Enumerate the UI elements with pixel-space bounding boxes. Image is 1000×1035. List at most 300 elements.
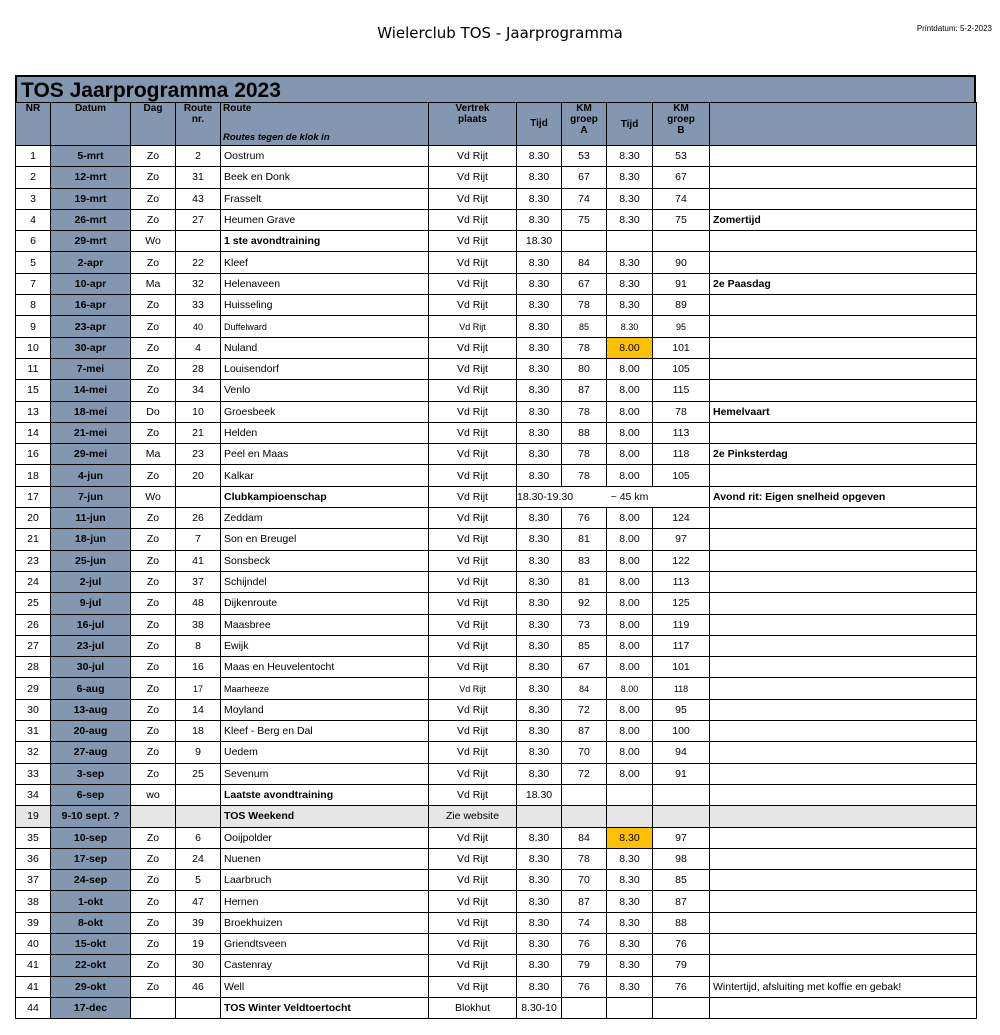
cell-vertrek: Vd Rijt	[429, 635, 517, 656]
cell-datum: 29-okt	[51, 976, 131, 997]
cell-tijd-b: 8.00	[607, 657, 653, 678]
cell-dag	[131, 997, 176, 1018]
cell-dag: Zo	[131, 188, 176, 209]
table-row	[16, 976, 977, 997]
cell-nr: 39	[16, 912, 51, 933]
cell-tijd-a: 8.30	[517, 699, 562, 720]
cell-tijd-a: 8.30	[517, 635, 562, 656]
cell-route-nr: 7	[176, 529, 221, 550]
cell-dag: Zo	[131, 657, 176, 678]
cell-tijd-a: 8.30	[517, 167, 562, 188]
cell-route-nr: 23	[176, 444, 221, 465]
cell-datum: 20-aug	[51, 721, 131, 742]
cell-tijd-a: 8.30	[517, 827, 562, 848]
cell-km-a: 85	[562, 635, 607, 656]
table-row	[16, 721, 977, 742]
cell-route-nr: 26	[176, 508, 221, 529]
cell-datum: 11-jun	[51, 508, 131, 529]
cell-nr: 16	[16, 444, 51, 465]
cell-route-nr: 8	[176, 635, 221, 656]
table-row	[16, 465, 977, 486]
header-route-nr	[176, 103, 221, 146]
table-row	[16, 529, 977, 550]
cell-km-a: 72	[562, 763, 607, 784]
cell-km-b: 78	[653, 401, 710, 422]
cell-tijd-b: 8.30	[607, 870, 653, 891]
cell-route-nr: 16	[176, 657, 221, 678]
cell-dag: Zo	[131, 550, 176, 571]
cell-route: Castenray	[221, 955, 429, 976]
cell-dag: Zo	[131, 508, 176, 529]
table-row	[16, 933, 977, 954]
cell-vertrek: Vd Rijt	[429, 763, 517, 784]
cell-route-nr: 28	[176, 358, 221, 379]
cell-dag: Zo	[131, 593, 176, 614]
cell-dag: Wo	[131, 231, 176, 252]
schedule-table	[15, 102, 977, 1019]
cell-note	[710, 955, 977, 976]
cell-km-a	[562, 806, 607, 827]
cell-tijd-a: 8.30	[517, 529, 562, 550]
cell-note	[710, 252, 977, 273]
cell-km-b: 67	[653, 167, 710, 188]
cell-datum: 16-jul	[51, 614, 131, 635]
cell-route: Helden	[221, 422, 429, 443]
cell-nr: 10	[16, 337, 51, 358]
cell-tijd-b	[607, 806, 653, 827]
cell-note	[710, 593, 977, 614]
cell-km-a: 79	[562, 955, 607, 976]
cell-route: Sevenum	[221, 763, 429, 784]
cell-km-a: 76	[562, 508, 607, 529]
cell-route: Peel en Maas	[221, 444, 429, 465]
cell-note: Zomertijd	[710, 209, 977, 230]
cell-nr: 38	[16, 891, 51, 912]
cell-dag: wo	[131, 784, 176, 805]
cell-datum: 8-okt	[51, 912, 131, 933]
table-row	[16, 955, 977, 976]
cell-tijd-b: 8.30	[607, 827, 653, 848]
cell-nr: 19	[16, 806, 51, 827]
table-row	[16, 571, 977, 592]
cell-km-b: 74	[653, 188, 710, 209]
cell-datum: 7-jun	[51, 486, 131, 507]
cell-nr: 13	[16, 401, 51, 422]
cell-route: Broekhuizen	[221, 912, 429, 933]
cell-route-nr: 47	[176, 891, 221, 912]
cell-km-a: 74	[562, 188, 607, 209]
cell-km-b: 97	[653, 529, 710, 550]
table-row	[16, 784, 977, 805]
cell-vertrek: Vd Rijt	[429, 848, 517, 869]
cell-datum: 25-jun	[51, 550, 131, 571]
cell-vertrek: Vd Rijt	[429, 146, 517, 167]
cell-nr: 41	[16, 955, 51, 976]
cell-km-a: 53	[562, 146, 607, 167]
cell-route-nr: 2	[176, 146, 221, 167]
cell-dag: Zo	[131, 763, 176, 784]
cell-tijd-a: 8.30	[517, 571, 562, 592]
cell-km-a: 74	[562, 912, 607, 933]
cell-vertrek: Vd Rijt	[429, 252, 517, 273]
table-row	[16, 273, 977, 294]
cell-vertrek: Vd Rijt	[429, 231, 517, 252]
cell-vertrek: Vd Rijt	[429, 316, 517, 337]
cell-datum: 7-mei	[51, 358, 131, 379]
cell-dag: Zo	[131, 891, 176, 912]
cell-note	[710, 848, 977, 869]
cell-nr: 6	[16, 231, 51, 252]
cell-note	[710, 295, 977, 316]
cell-vertrek: Vd Rijt	[429, 699, 517, 720]
cell-nr: 2	[16, 167, 51, 188]
table-row	[16, 997, 977, 1018]
cell-km-b: 95	[653, 699, 710, 720]
cell-route: Son en Breugel	[221, 529, 429, 550]
cell-nr: 5	[16, 252, 51, 273]
cell-route-nr: 20	[176, 465, 221, 486]
cell-nr: 30	[16, 699, 51, 720]
cell-nr: 9	[16, 316, 51, 337]
cell-tijd-a: 8.30	[517, 891, 562, 912]
cell-route-nr	[176, 997, 221, 1018]
header-km-a	[562, 103, 607, 146]
cell-note	[710, 806, 977, 827]
cell-tijd-b: 8.30	[607, 891, 653, 912]
cell-tijd-b: 8.00	[607, 721, 653, 742]
cell-tijd-b: 8.30	[607, 848, 653, 869]
cell-datum: 17-dec	[51, 997, 131, 1018]
cell-datum: 10-apr	[51, 273, 131, 294]
table-row	[16, 678, 977, 699]
table-row	[16, 635, 977, 656]
table-row	[16, 848, 977, 869]
cell-route-nr: 34	[176, 380, 221, 401]
header-vertrek-line1: Vertrek	[455, 103, 490, 114]
cell-km-b: 105	[653, 358, 710, 379]
table-row	[16, 380, 977, 401]
cell-note	[710, 146, 977, 167]
cell-km-a: 81	[562, 529, 607, 550]
cell-nr: 25	[16, 593, 51, 614]
cell-km-a: 87	[562, 721, 607, 742]
cell-note	[710, 870, 977, 891]
cell-datum: 21-mei	[51, 422, 131, 443]
cell-note	[710, 571, 977, 592]
table-row	[16, 742, 977, 763]
cell-route-nr: 25	[176, 763, 221, 784]
cell-route: Laatste avondtraining	[221, 784, 429, 805]
cell-km-b: 76	[653, 933, 710, 954]
cell-tijd-b: 8.30	[607, 273, 653, 294]
cell-km-a	[562, 784, 607, 805]
cell-dag: Zo	[131, 933, 176, 954]
cell-km-a: 92	[562, 593, 607, 614]
cell-note	[710, 657, 977, 678]
cell-route-nr	[176, 806, 221, 827]
cell-tijd-b: 8.30	[607, 976, 653, 997]
cell-km-b: 95	[653, 316, 710, 337]
cell-vertrek: Vd Rijt	[429, 188, 517, 209]
cell-note	[710, 635, 977, 656]
cell-km-b: 85	[653, 870, 710, 891]
cell-vertrek: Vd Rijt	[429, 167, 517, 188]
cell-note	[710, 827, 977, 848]
cell-km-a: 78	[562, 465, 607, 486]
cell-tijd-a: 8.30	[517, 721, 562, 742]
cell-note	[710, 422, 977, 443]
cell-km-b: 122	[653, 550, 710, 571]
cell-dag: Zo	[131, 295, 176, 316]
header-route-label: Route	[223, 103, 252, 114]
cell-km-b: 113	[653, 571, 710, 592]
cell-dag: Zo	[131, 167, 176, 188]
cell-route-nr: 43	[176, 188, 221, 209]
cell-vertrek: Vd Rijt	[429, 827, 517, 848]
cell-tijd-a: 8.30	[517, 146, 562, 167]
cell-datum: 6-sep	[51, 784, 131, 805]
cell-dag: Zo	[131, 721, 176, 742]
cell-datum: 18-mei	[51, 401, 131, 422]
cell-dag: Zo	[131, 571, 176, 592]
cell-tijd-b: 8.00	[607, 699, 653, 720]
cell-tijd-b	[607, 231, 653, 252]
cell-route: Huisseling	[221, 295, 429, 316]
header-tijd-a: Tijd	[517, 103, 562, 146]
cell-km-a: 83	[562, 550, 607, 571]
cell-km-b: 97	[653, 827, 710, 848]
header-route	[221, 103, 429, 146]
cell-route: Oostrum	[221, 146, 429, 167]
cell-tijd-b: 8.00	[607, 614, 653, 635]
cell-km-a	[562, 997, 607, 1018]
cell-nr: 15	[16, 380, 51, 401]
cell-vertrek: Vd Rijt	[429, 891, 517, 912]
cell-tijd-a: 8.30	[517, 465, 562, 486]
cell-nr: 29	[16, 678, 51, 699]
cell-km-b: 118	[653, 444, 710, 465]
cell-route: Helenaveen	[221, 273, 429, 294]
cell-dag: Zo	[131, 635, 176, 656]
header-km-a-line2: groep	[570, 114, 598, 125]
cell-route-nr: 17	[176, 678, 221, 699]
cell-tijd-a: 8.30	[517, 678, 562, 699]
cell-route-nr: 9	[176, 742, 221, 763]
cell-tijd-a: 8.30	[517, 273, 562, 294]
cell-tijd-b: 8.00	[607, 678, 653, 699]
document-title: Wielerclub TOS - Jaarprogramma	[377, 24, 623, 42]
cell-tijd-a: 8.30	[517, 508, 562, 529]
cell-km-a: 84	[562, 252, 607, 273]
cell-km-a: 88	[562, 422, 607, 443]
cell-km-b: 100	[653, 721, 710, 742]
cell-km-b	[653, 486, 710, 507]
cell-route: Maas en Heuvelentocht	[221, 657, 429, 678]
table-title: TOS Jaarprogramma 2023	[15, 75, 976, 102]
cell-dag: Zo	[131, 422, 176, 443]
cell-note	[710, 997, 977, 1018]
schedule-sheet	[15, 75, 976, 1019]
cell-note: Avond rit: Eigen snelheid opgeven	[710, 486, 977, 507]
cell-route: Griendtsveen	[221, 933, 429, 954]
table-row	[16, 188, 977, 209]
cell-datum: 19-mrt	[51, 188, 131, 209]
cell-note	[710, 614, 977, 635]
cell-vertrek: Vd Rijt	[429, 295, 517, 316]
table-row	[16, 763, 977, 784]
cell-nr: 1	[16, 146, 51, 167]
cell-vertrek: Vd Rijt	[429, 465, 517, 486]
cell-tijd-a: 8.30	[517, 295, 562, 316]
cell-note	[710, 763, 977, 784]
cell-tijd-b: 8.30	[607, 295, 653, 316]
cell-km-a: 70	[562, 870, 607, 891]
header-datum: Datum	[51, 103, 131, 146]
cell-note	[710, 784, 977, 805]
table-row	[16, 593, 977, 614]
cell-km-b: 79	[653, 955, 710, 976]
cell-vertrek: Vd Rijt	[429, 614, 517, 635]
header-tijd-b: Tijd	[607, 103, 653, 146]
table-row	[16, 806, 977, 827]
cell-km-b: 113	[653, 422, 710, 443]
cell-tijd-b: 8.30	[607, 188, 653, 209]
cell-vertrek: Vd Rijt	[429, 870, 517, 891]
table-row	[16, 657, 977, 678]
cell-route-nr: 5	[176, 870, 221, 891]
cell-tijd-b: 8.00	[607, 571, 653, 592]
table-row	[16, 912, 977, 933]
cell-dag: Zo	[131, 252, 176, 273]
cell-route: Beek en Donk	[221, 167, 429, 188]
cell-tijd-b	[607, 997, 653, 1018]
header-km-a-line3: A	[580, 125, 588, 136]
cell-km-a: 84	[562, 827, 607, 848]
cell-route: Hernen	[221, 891, 429, 912]
cell-dag: Zo	[131, 742, 176, 763]
cell-nr: 20	[16, 508, 51, 529]
cell-route: Laarbruch	[221, 870, 429, 891]
cell-km-a: 80	[562, 358, 607, 379]
cell-route-nr: 27	[176, 209, 221, 230]
cell-km-b: 117	[653, 635, 710, 656]
cell-tijd-a: 8.30	[517, 337, 562, 358]
cell-tijd-a: 8.30	[517, 870, 562, 891]
table-row	[16, 550, 977, 571]
cell-nr: 31	[16, 721, 51, 742]
cell-vertrek: Vd Rijt	[429, 593, 517, 614]
cell-vertrek: Vd Rijt	[429, 742, 517, 763]
table-row	[16, 614, 977, 635]
cell-tijd-a: 8.30	[517, 955, 562, 976]
cell-vertrek: Vd Rijt	[429, 721, 517, 742]
cell-route: Sonsbeck	[221, 550, 429, 571]
cell-dag: Ma	[131, 444, 176, 465]
table-row	[16, 508, 977, 529]
cell-route: Ewijk	[221, 635, 429, 656]
cell-route-nr	[176, 231, 221, 252]
cell-tijd-a: 18.30-19.30	[517, 486, 562, 507]
cell-route-nr: 14	[176, 699, 221, 720]
cell-vertrek: Vd Rijt	[429, 209, 517, 230]
cell-tijd-a: 8.30	[517, 550, 562, 571]
cell-nr: 34	[16, 784, 51, 805]
cell-note	[710, 508, 977, 529]
cell-dag: Zo	[131, 870, 176, 891]
cell-note: Hemelvaart	[710, 401, 977, 422]
cell-tijd-b: 8.30	[607, 146, 653, 167]
cell-route-nr: 18	[176, 721, 221, 742]
cell-route: Kalkar	[221, 465, 429, 486]
cell-tijd-b: 8.00	[607, 529, 653, 550]
cell-datum: 17-sep	[51, 848, 131, 869]
cell-datum: 24-sep	[51, 870, 131, 891]
cell-datum: 15-okt	[51, 933, 131, 954]
cell-km-b: 89	[653, 295, 710, 316]
cell-note	[710, 465, 977, 486]
cell-km-b: 115	[653, 380, 710, 401]
cell-km-b: 75	[653, 209, 710, 230]
cell-note	[710, 358, 977, 379]
cell-km-a: 78	[562, 401, 607, 422]
cell-dag: Zo	[131, 358, 176, 379]
cell-km-b: 88	[653, 912, 710, 933]
cell-datum: 9-10 sept. ?	[51, 806, 131, 827]
cell-note	[710, 933, 977, 954]
cell-dag	[131, 806, 176, 827]
cell-nr: 3	[16, 188, 51, 209]
cell-route: Schijndel	[221, 571, 429, 592]
cell-vertrek: Vd Rijt	[429, 358, 517, 379]
cell-tijd-b: 8.30	[607, 167, 653, 188]
cell-km-a: 75	[562, 209, 607, 230]
cell-route: Maarheeze	[221, 678, 429, 699]
cell-datum: 9-jul	[51, 593, 131, 614]
cell-note	[710, 380, 977, 401]
cell-vertrek: Vd Rijt	[429, 508, 517, 529]
cell-route-nr: 31	[176, 167, 221, 188]
cell-note: 2e Paasdag	[710, 273, 977, 294]
cell-km-b	[653, 784, 710, 805]
cell-km-a: 78	[562, 848, 607, 869]
cell-route-nr: 33	[176, 295, 221, 316]
header-km-b-line3: B	[677, 125, 685, 136]
cell-vertrek: Vd Rijt	[429, 273, 517, 294]
cell-km-a: 78	[562, 337, 607, 358]
cell-datum: 1-okt	[51, 891, 131, 912]
cell-route-nr: 38	[176, 614, 221, 635]
cell-nr: 37	[16, 870, 51, 891]
cell-km-b: 76	[653, 976, 710, 997]
cell-tijd-b: 8.00	[607, 337, 653, 358]
header-nr: NR	[16, 103, 51, 146]
cell-note	[710, 316, 977, 337]
cell-vertrek: Vd Rijt	[429, 955, 517, 976]
cell-datum: 23-jul	[51, 635, 131, 656]
cell-tijd-a: 8.30	[517, 209, 562, 230]
cell-datum: 10-sep	[51, 827, 131, 848]
cell-datum: 6-aug	[51, 678, 131, 699]
cell-vertrek: Zie website	[429, 806, 517, 827]
cell-km-a: 81	[562, 571, 607, 592]
cell-route: Uedem	[221, 742, 429, 763]
cell-route-nr: 19	[176, 933, 221, 954]
cell-route-nr: 30	[176, 955, 221, 976]
cell-dag: Zo	[131, 146, 176, 167]
cell-nr: 40	[16, 933, 51, 954]
cell-nr: 27	[16, 635, 51, 656]
cell-dag: Zo	[131, 827, 176, 848]
